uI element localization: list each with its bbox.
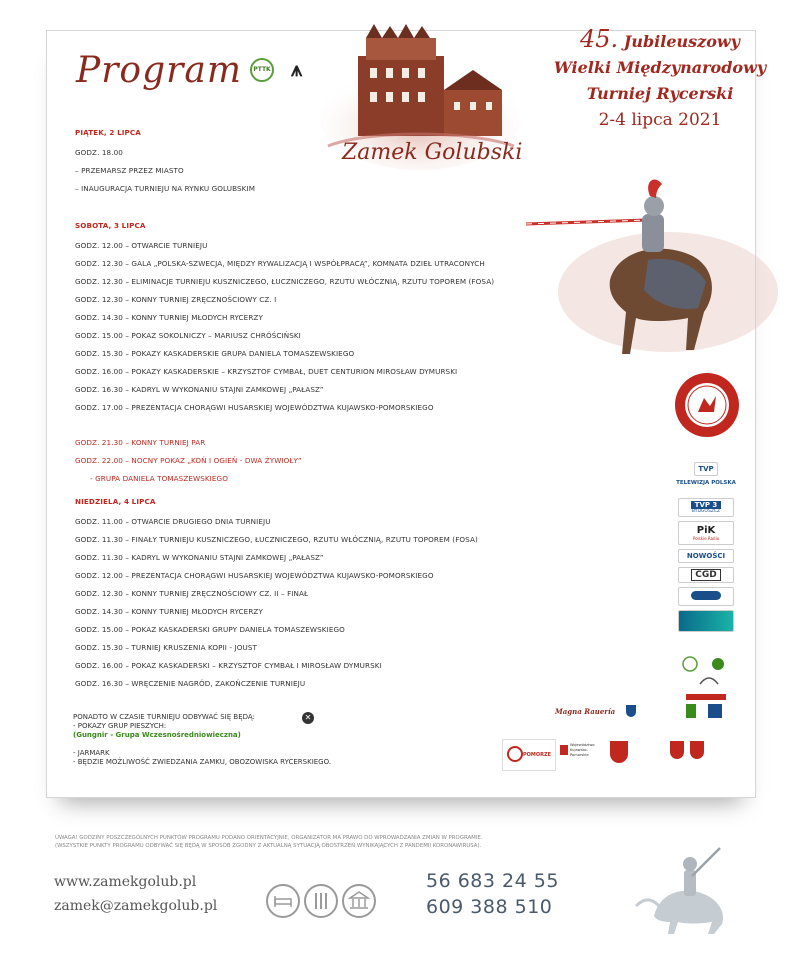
schedule-item: GODZ. 16.30 – WRĘCZENIE NAGRÓD, ZAKOŃCZENIE TURNIEJU bbox=[75, 679, 306, 688]
extra-line-3: (Gungnir - Grupa Wczesnośredniowieczna) bbox=[73, 731, 241, 739]
schedule-item: GODZ. 14.30 – KONNY TURNIEJ MŁODYCH RYCERZY bbox=[75, 607, 263, 616]
magna-logo: Magna Rauería bbox=[555, 707, 616, 716]
schedule-item: GODZ. 21.30 – KONNY TURNIEJ PAR bbox=[75, 438, 206, 447]
museum-icon bbox=[342, 884, 376, 918]
event-line-1: Jubileuszowy bbox=[623, 32, 740, 51]
wax-seal-icon bbox=[674, 372, 740, 438]
schedule-item: GODZ. 15.00 – POKAZ SOKOLNICZY – MARIUSZ CHRÓŚCIŃSKI bbox=[75, 331, 301, 340]
note-1: UWAGA! GODZINY POSZCZEGÓLNYCH PUNKTÓW PROGRAMU PODANO ORIENTACYJNIE, ORGANIZATOR MA PRAWO DO WPROWADZANIA ZMIAN W PROGRAMIE. bbox=[55, 835, 483, 841]
cutlery-icon bbox=[304, 884, 338, 918]
tv-logo bbox=[678, 610, 734, 632]
event-number: 45. bbox=[580, 25, 619, 53]
schedule-item: GODZ. 12.30 – KONNY TURNIEJ ZRĘCZNOŚCIOWY CZ. II – FINAŁ bbox=[75, 589, 309, 598]
nowosci-logo-text: NOWOŚCI bbox=[686, 552, 726, 560]
cgd-logo bbox=[678, 567, 734, 583]
tvp-logo-text: TVP bbox=[698, 465, 714, 473]
schedule-item: – INAUGURACJA TURNIEJU NA RYNKU GOLUBSKIM bbox=[75, 184, 256, 193]
schedule-item: GODZ. 18.00 bbox=[75, 148, 123, 157]
extra-line-1: PONADTO W CZASIE TURNIEJU ODBYWAĆ SIĘ BĘDĄ: bbox=[73, 713, 255, 721]
region-logos bbox=[498, 737, 732, 775]
coat-of-arms-icon bbox=[626, 705, 636, 717]
knight-image bbox=[518, 172, 780, 362]
day-heading: SOBOTA, 3 LIPCA bbox=[75, 221, 146, 230]
knight-emblem-icon bbox=[634, 842, 746, 938]
phone-1[interactable]: 56 683 24 55 bbox=[426, 870, 559, 892]
event-title bbox=[540, 26, 780, 133]
schedule-item: GODZ. 16.30 – KADRYL W WYKONANIU STAJNI ZAMKOWEJ „PAŁASZ” bbox=[75, 385, 324, 394]
event-dates: 2-4 lipca 2021 bbox=[598, 110, 722, 130]
schedule-item: GODZ. 12.00 – PREZENTACJA CHORĄGWI HUSARSKIEJ WOJEWÓDZTWA KUJAWSKO-POMORSKIEGO bbox=[75, 571, 434, 580]
tvp-full: TELEWIZJA POLSKA bbox=[676, 480, 736, 486]
extra-info bbox=[73, 713, 331, 767]
region-logo-5 bbox=[690, 741, 704, 759]
schedule-item: GODZ. 11.30 – FINAŁY TURNIEJU KUSZNICZEGO, ŁUCZNICZEGO, RZUTU WŁÓCZNIĄ, RZUTU TOPOREM (FOSA) bbox=[75, 535, 478, 544]
schedule-item: GODZ. 16.00 – POKAZY KASKADERSKIE – KRZYSZTOF CYMBAŁ, DUET CENTURION MIROSŁAW DYMURSKI bbox=[75, 367, 458, 376]
bed-icon bbox=[266, 884, 300, 918]
radio-logo bbox=[678, 587, 734, 606]
note-2: (WSZYSTKIE PUNKTY PROGRAMU ODBYWAĆ SIĘ BĘDĄ W SPOSÓB ZGODNY Z AKTUALNĄ SYTUACJĄ OBOSTRZEŃ WYNIKAJĄCYCH Z PANDEMII KORONAWIRUSA). bbox=[55, 843, 482, 849]
tvp3-sub: BYDGOSZCZ bbox=[691, 509, 721, 514]
qr-code-icon: ✕ bbox=[302, 712, 314, 724]
region-logo-4 bbox=[670, 741, 684, 759]
schedule-item: GODZ. 22.00 – NOCNY POKAZ „KOŃ I OGIEŃ - DWA ŻYWIOŁY” bbox=[75, 456, 302, 465]
schedule-item: GODZ. 17.00 – PREZENTACJA CHORĄGWI HUSARSKIEJ WOJEWÓDZTWA KUJAWSKO-POMORSKIEGO bbox=[75, 403, 434, 412]
region-logo-3 bbox=[610, 741, 628, 763]
email-link[interactable]: zamek@zamekgolub.pl bbox=[54, 898, 218, 914]
media-sponsors bbox=[678, 462, 734, 632]
schedule-item: GODZ. 12.00 – OTWARCIE TURNIEJU bbox=[75, 241, 208, 250]
extra-line-2: - POKAZY GRUP PIESZYCH: bbox=[73, 722, 167, 730]
schedule-item: GODZ. 11.30 – KADRYL W WYKONANIU STAJNI ZAMKOWEJ „PAŁASZ” bbox=[75, 553, 324, 562]
schedule-item: – PRZEMARSZ PRZEZ MIASTO bbox=[75, 166, 184, 175]
castle-name: Zamek Golubski bbox=[342, 140, 523, 165]
event-line-2: Wielki Międzynarodowy bbox=[553, 58, 767, 77]
pik-logo-text: PiK bbox=[696, 525, 716, 536]
wojewodztwo-text: Województwo Kujawsko-Pomorskie bbox=[570, 743, 595, 757]
schedule-item: GODZ. 15.30 – POKAZY KASKADERSKIE GRUPA DANIELA TOMASZEWSKIEGO bbox=[75, 349, 355, 358]
tvp3-logo-text: TVP 3 bbox=[691, 501, 721, 509]
program-title: Program bbox=[76, 50, 242, 91]
schedule-item: GODZ. 15.00 – POKAZ KASKADERSKI GRUPY DANIELA TOMASZEWSKIEGO bbox=[75, 625, 345, 634]
schedule-item: GODZ. 12.30 – ELIMINACJE TURNIEJU KUSZNICZEGO, ŁUCZNICZEGO, RZUTU WŁÓCZNIĄ, RZUTU TOPOREM (FOSA) bbox=[75, 277, 495, 286]
tvp-logo bbox=[694, 462, 718, 476]
schedule-item: GODZ. 14.30 – KONNY TURNIEJ MŁODYCH RYCERZY bbox=[75, 313, 263, 322]
day-heading: NIEDZIELA, 4 LIPCA bbox=[75, 497, 156, 506]
wojewodztwo-logo bbox=[558, 739, 604, 769]
website-link[interactable]: www.zamekgolub.pl bbox=[54, 874, 197, 890]
pik-logo bbox=[678, 521, 734, 545]
day-heading: PIĄTEK, 2 LIPCA bbox=[75, 128, 141, 137]
arch-logo-icon: ⩚ bbox=[291, 57, 303, 81]
pomorze-logo bbox=[502, 739, 556, 771]
tvp3-logo bbox=[678, 498, 734, 517]
nowosci-logo bbox=[678, 549, 734, 563]
phone-2[interactable]: 609 388 510 bbox=[426, 896, 553, 918]
partner-logos bbox=[678, 654, 734, 728]
event-line-3: Turniej Rycerski bbox=[586, 84, 734, 103]
pttk-logo: PTTK bbox=[250, 58, 274, 82]
extra-line-5: - BĘDZIE MOŻLIWOŚĆ ZWIEDZANIA ZAMKU, OBOZOWISKA RYCERSKIEGO. bbox=[73, 758, 332, 766]
schedule-item: GODZ. 12.30 – KONNY TURNIEJ ZRĘCZNOŚCIOWY CZ. I bbox=[75, 295, 277, 304]
cgd-logo-text: CGD bbox=[691, 569, 720, 581]
schedule-item: GODZ. 11.00 – OTWARCIE DRUGIEGO DNIA TURNIEJU bbox=[75, 517, 271, 526]
pomorze-text: POMORZE bbox=[523, 752, 552, 758]
schedule-item: - GRUPA DANIELA TOMASZEWSKIEGO bbox=[90, 474, 228, 483]
schedule-item: GODZ. 12.30 – GALA „POLSKA-SZWECJA, MIĘDZY RYWALIZACJĄ I WSPÓŁPRACĄ”, KOMNATA DZIEŁ UTRACONYCH bbox=[75, 259, 485, 268]
schedule-item: GODZ. 15.30 – TURNIEJ KRUSZENIA KOPII - JOUST bbox=[75, 643, 257, 652]
pik-sub: Polskie Radio bbox=[692, 536, 720, 541]
schedule-item: GODZ. 16.00 – POKAZ KASKADERSKI – KRZYSZTOF CYMBAŁ I MIROSŁAW DYMURSKI bbox=[75, 661, 382, 670]
extra-line-4: - JARMARK bbox=[73, 749, 110, 757]
footer-notes bbox=[55, 834, 483, 850]
